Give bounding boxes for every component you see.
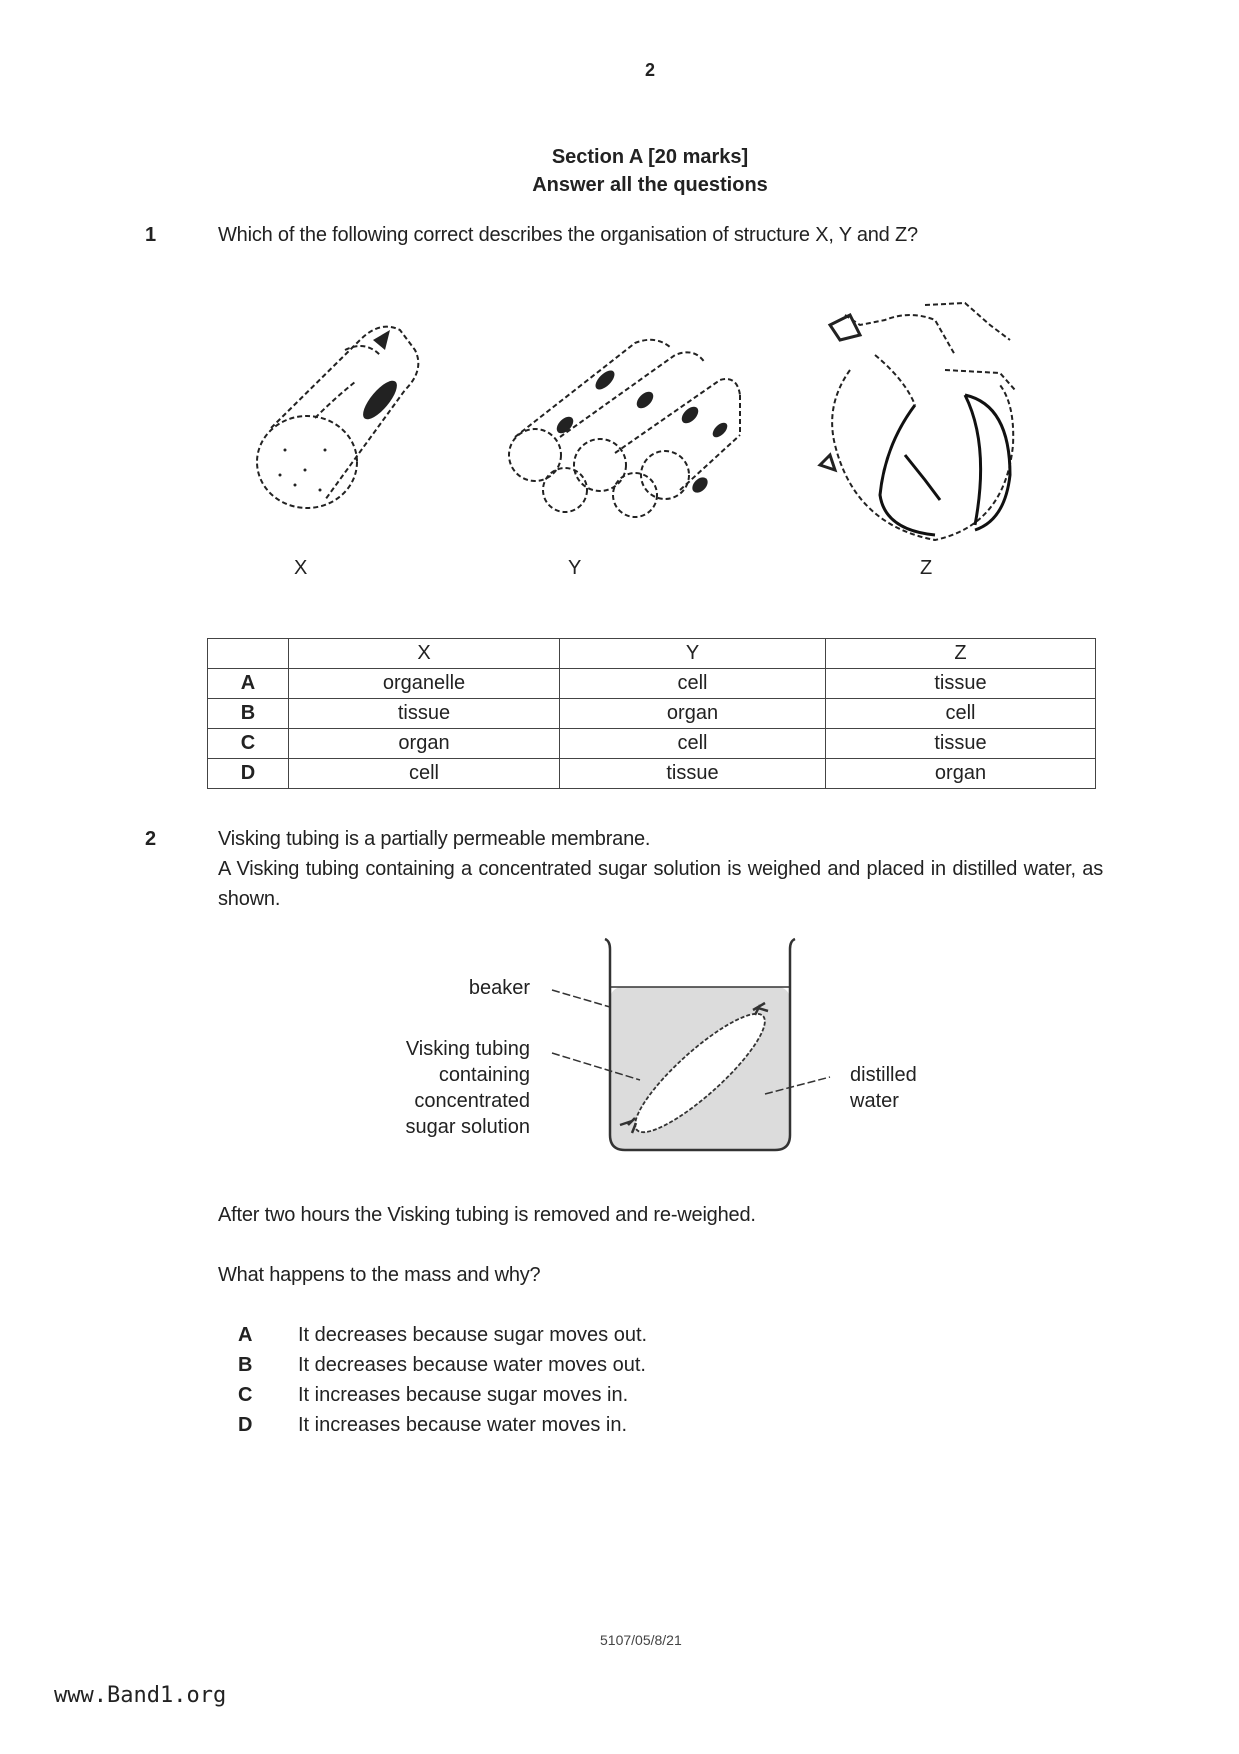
table-row[interactable] [208, 699, 1096, 729]
table-cell: tissue [289, 699, 560, 729]
label-line: concentrated [414, 1090, 530, 1112]
table-cell: organ [289, 729, 560, 759]
label-line: Visking tubing [405, 1038, 530, 1060]
muscle-tissue-icon [505, 325, 750, 525]
table-cell: cell [289, 759, 560, 789]
option-key: A [238, 1324, 253, 1346]
answer-options-table [207, 638, 1096, 789]
table-cell: organ [560, 699, 826, 729]
beaker-leader-line [552, 990, 610, 1007]
label-distilled-water [850, 1062, 917, 1114]
question-number: 1 [145, 224, 157, 246]
page-number: 2 [644, 60, 655, 80]
option-key: A [208, 669, 289, 699]
answer-option-b[interactable] [218, 1350, 647, 1380]
answer-option-a[interactable] [218, 1320, 647, 1350]
option-key: C [208, 729, 289, 759]
table-cell: organ [826, 759, 1096, 789]
section-header [0, 143, 1239, 199]
table-cell: cell [560, 669, 826, 699]
question-intro-line: Visking tubing is a partially permeable membrane. [218, 828, 651, 850]
section-title: Section A [20 marks] [551, 146, 749, 168]
heart-organ-icon [815, 295, 1030, 550]
answer-option-c[interactable] [218, 1380, 647, 1410]
option-key: D [208, 759, 289, 789]
label-line: water [850, 1090, 899, 1112]
answer-option-d[interactable] [218, 1410, 647, 1440]
answer-options-list [218, 1320, 647, 1440]
table-header-cell [208, 639, 289, 669]
question-text: Which of the following correct describes the organisation of structure X, Y and Z? [218, 224, 918, 246]
label-line: distilled [850, 1064, 917, 1086]
table-row[interactable] [208, 759, 1096, 789]
label-line: containing [438, 1064, 530, 1086]
table-cell: cell [826, 699, 1096, 729]
option-key: B [208, 699, 289, 729]
beaker-diagram [540, 935, 960, 1160]
table-header-cell: Z [826, 639, 1096, 669]
question-number: 2 [145, 828, 157, 850]
table-header-cell: X [289, 639, 560, 669]
table-row[interactable] [208, 669, 1096, 699]
footer-paper-code: 5107/05/8/21 [600, 1632, 682, 1648]
table-cell: organelle [289, 669, 560, 699]
label-beaker: beaker [468, 977, 530, 999]
option-key: D [238, 1414, 253, 1436]
question-intro-line: A Visking tubing containing a concentrated sugar solution is weighed and placed in distilled water, as shown. [218, 858, 1103, 910]
table-cell: tissue [560, 759, 826, 789]
figure-label-y: Y [568, 557, 582, 579]
table-cell: tissue [826, 669, 1096, 699]
question-intro [218, 824, 1103, 914]
muscle-cell-icon [255, 310, 445, 510]
table-row[interactable] [208, 729, 1096, 759]
watermark-link[interactable]: www.Band1.org [54, 1683, 227, 1708]
table-cell: tissue [826, 729, 1096, 759]
table-header-row [208, 639, 1096, 669]
option-text: It decreases because sugar moves out. [298, 1324, 648, 1346]
label-line: sugar solution [405, 1116, 530, 1138]
option-text: It decreases because water moves out. [298, 1354, 646, 1376]
option-text: It increases because sugar moves in. [298, 1384, 629, 1406]
figure-label-x: X [294, 557, 308, 579]
table-cell: cell [560, 729, 826, 759]
table-header-cell: Y [560, 639, 826, 669]
question-prompt: What happens to the mass and why? [218, 1264, 541, 1286]
label-visking-tubing [340, 1036, 530, 1140]
figure-label-z: Z [920, 557, 933, 579]
after-text: After two hours the Visking tubing is removed and re-weighed. [218, 1204, 756, 1226]
section-instruction: Answer all the questions [532, 174, 768, 196]
option-key: B [238, 1354, 253, 1376]
option-key: C [238, 1384, 253, 1406]
option-text: It increases because water moves in. [298, 1414, 628, 1436]
